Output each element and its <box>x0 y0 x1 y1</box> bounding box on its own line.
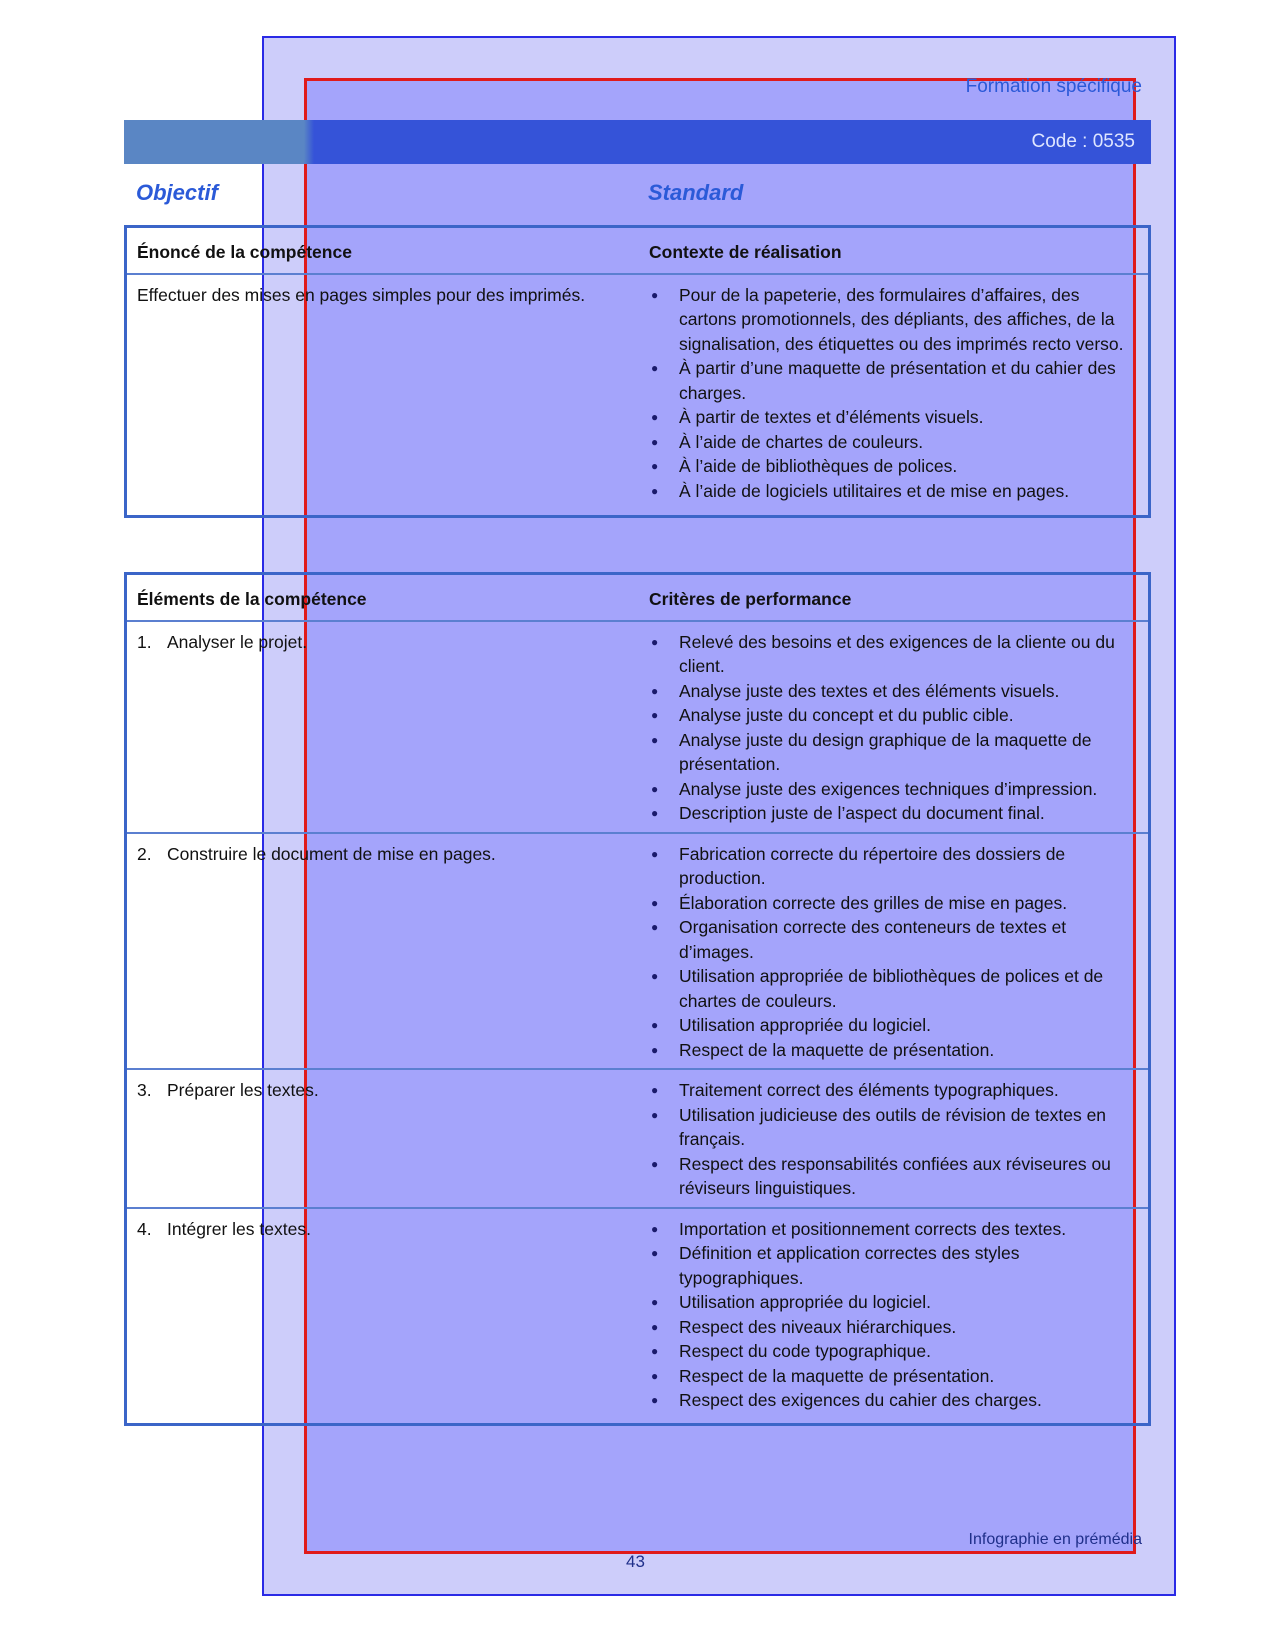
table-row <box>126 1069 1150 1208</box>
table-row <box>126 833 1150 1070</box>
contexte-list <box>649 283 1136 504</box>
enonce-text: Effectuer des mises en pages simples pour des imprimés. <box>137 284 586 305</box>
element-number: 1. <box>137 631 152 652</box>
code-label: Code : 0535 <box>1031 131 1135 152</box>
list-item: ● Utilisation appropriée du logiciel. <box>649 1013 1136 1038</box>
list-item: ● Traitement correct des éléments typographiques. <box>649 1078 1136 1103</box>
list-item: ● À l’aide de chartes de couleurs. <box>649 430 1136 455</box>
list-item: ● À l’aide de bibliothèques de polices. <box>649 454 1136 479</box>
element-2 <box>137 842 627 867</box>
list-item: ● Description juste de l’aspect du document final. <box>649 801 1136 826</box>
list-item: ● Utilisation judicieuse des outils de révision de textes en français. <box>649 1103 1136 1152</box>
table-row <box>126 1208 1150 1425</box>
list-item: ● Respect de la maquette de présentation. <box>649 1364 1136 1389</box>
page-number: 43 <box>626 1552 645 1571</box>
code-bar <box>124 120 1151 164</box>
competence-table <box>124 225 1151 518</box>
list-item: ● Respect des exigences du cahier des charges. <box>649 1388 1136 1413</box>
element-label: Construire le document de mise en pages. <box>167 843 496 864</box>
element-number: 3. <box>137 1080 152 1100</box>
enonce-heading: Énoncé de la compétence <box>126 227 640 274</box>
criteres-list <box>649 842 1136 1063</box>
list-item: ● Respect de la maquette de présentation. <box>649 1038 1136 1063</box>
section-labels <box>136 180 1151 206</box>
list-item: ● Respect des responsabilités confiées aux réviseures ou réviseurs linguistiques. <box>649 1152 1136 1201</box>
element-1 <box>137 630 627 655</box>
list-item: ● Organisation correcte des conteneurs de textes et d’images. <box>649 915 1136 964</box>
list-item: ● À partir de textes et d’éléments visuels. <box>649 405 1136 430</box>
list-item: ● Relevé des besoins et des exigences de la cliente ou du client. <box>649 630 1136 679</box>
formation-header: Formation spécifique <box>965 76 1142 97</box>
list-item: ● À l’aide de logiciels utilitaires et de mise en pages. <box>649 479 1136 504</box>
list-item: ● Importation et positionnement corrects des textes. <box>649 1217 1136 1242</box>
elements-heading: Éléments de la compétence <box>126 574 640 621</box>
list-item: ● Analyse juste du design graphique de la maquette de présentation. <box>649 728 1136 777</box>
table-row <box>126 621 1150 833</box>
element-4 <box>137 1217 627 1242</box>
element-number: 2. <box>137 843 152 864</box>
objectif-label: Objectif <box>136 180 218 205</box>
list-item: ● Respect des niveaux hiérarchiques. <box>649 1315 1136 1340</box>
contexte-heading: Contexte de réalisation <box>639 227 1150 274</box>
footer-program: Infographie en prémédia <box>968 1531 1142 1548</box>
element-label: Analyser le projet. <box>167 631 308 652</box>
list-item: ● Analyse juste des textes et des éléments visuels. <box>649 679 1136 704</box>
list-item: ● Pour de la papeterie, des formulaires d’affaires, des cartons promotionnels, des dépliants, des affiches, de la signalisation, des étiquettes ou des imprimés recto verso. <box>649 283 1136 357</box>
list-item: ● Élaboration correcte des grilles de mise en pages. <box>649 891 1136 916</box>
element-3 <box>137 1078 627 1103</box>
list-item: ● Analyse juste du concept et du public cible. <box>649 703 1136 728</box>
list-item: ● À partir d’une maquette de présentation et du cahier des charges. <box>649 356 1136 405</box>
element-label: Intégrer les textes. <box>167 1218 311 1239</box>
element-label: Préparer les textes. <box>167 1080 319 1100</box>
criteres-list <box>649 1217 1136 1413</box>
standard-label: Standard <box>648 180 744 205</box>
list-item: ● Fabrication correcte du répertoire des dossiers de production. <box>649 842 1136 891</box>
list-item: ● Utilisation appropriée du logiciel. <box>649 1290 1136 1315</box>
criteres-list <box>649 630 1136 826</box>
element-number: 4. <box>137 1218 152 1239</box>
list-item: ● Définition et application correctes des styles typographiques. <box>649 1241 1136 1290</box>
list-item: ● Analyse juste des exigences techniques d’impression. <box>649 777 1136 802</box>
criteres-list <box>649 1078 1136 1201</box>
elements-table <box>124 572 1151 1426</box>
list-item: ● Utilisation appropriée de bibliothèques de polices et de chartes de couleurs. <box>649 964 1136 1013</box>
criteres-heading: Critères de performance <box>639 574 1150 621</box>
list-item: ● Respect du code typographique. <box>649 1339 1136 1364</box>
